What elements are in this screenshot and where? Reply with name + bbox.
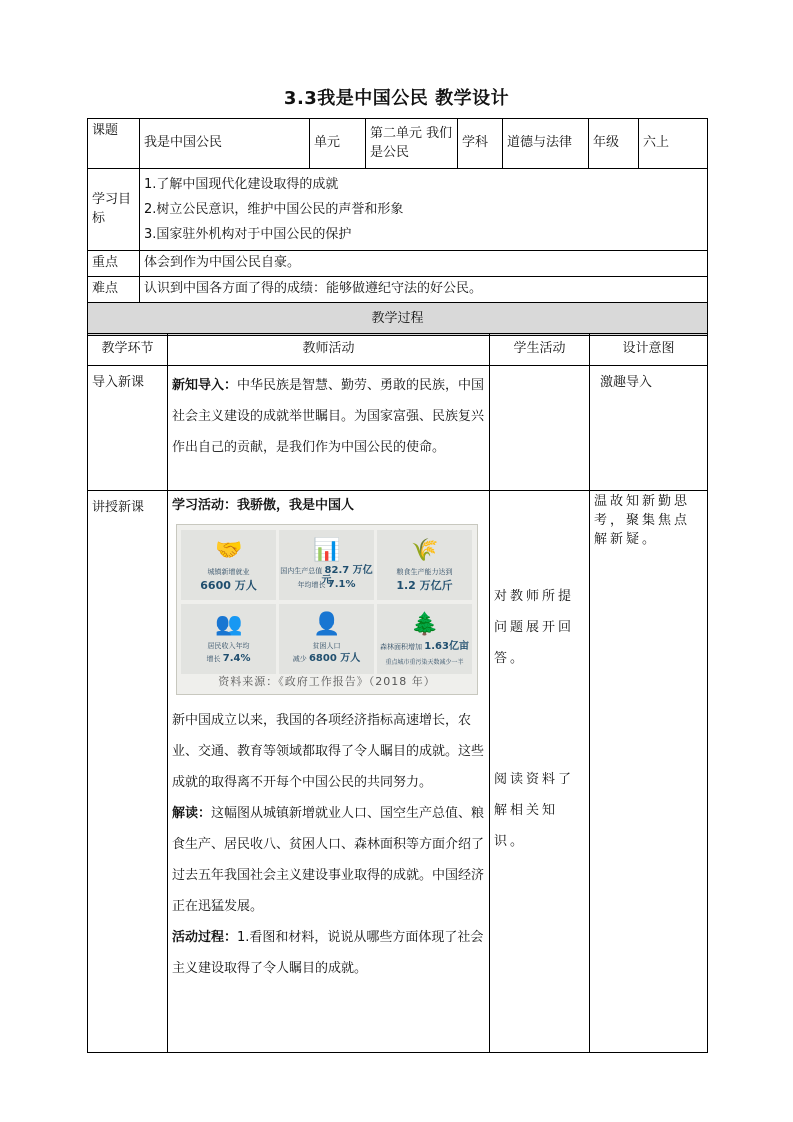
tile-value-row: [181, 654, 276, 664]
column-header-teacher: 教师活动: [168, 334, 490, 366]
subject-label: 学科: [458, 119, 503, 169]
intro-teacher-cell: [168, 366, 490, 491]
people-icon: 👥: [215, 611, 243, 637]
bar-chart-icon: 📊: [313, 537, 341, 563]
student-activity-answer: 对教师所提问题展开回答。: [494, 589, 575, 666]
column-header-intent: 设计意图: [590, 334, 708, 366]
tile-label-b: 年均增长: [297, 580, 326, 589]
tile-employment: [181, 530, 276, 600]
tile-label: 贫困人口: [312, 641, 341, 650]
grade-label: 年级: [589, 119, 639, 169]
lesson-student-cell: [490, 491, 590, 1053]
document-title: 3.3我是中国公民 教学设计: [283, 88, 510, 109]
tile-value: 6600 万人: [200, 578, 257, 592]
achievements-infographic: [176, 524, 478, 695]
column-header-stage: 教学环节: [88, 334, 168, 366]
tile-label-a: 国内生产总值: [280, 566, 323, 575]
process-body: 1.看图和材料，说说从哪些方面体现了社会主义建设取得了令人瞩目的成就。: [172, 929, 484, 976]
difficulty-label: 难点: [88, 277, 140, 303]
intro-student: [490, 366, 590, 491]
lesson-info-table: [87, 118, 708, 336]
goals-list: [140, 169, 708, 251]
intro-lead: 新知导入：: [172, 378, 238, 393]
person-desk-icon: 👤: [313, 611, 341, 637]
tile-value: 1.2 万亿斤: [396, 578, 453, 592]
tile-grain: [377, 530, 472, 600]
key-point-text: 体会到作为中国公民自豪。: [140, 251, 708, 277]
lesson-paragraph: 新中国成立以来，我国的各项经济指标高速增长，农业、交通、教育等领域都取得了令人瞩目的成就。这些成就的取得离不开每个中国公民的共同努力。: [172, 712, 485, 790]
lesson-teacher-cell: [168, 491, 490, 1053]
intro-stage: 导入新课: [88, 366, 168, 491]
teaching-process-table: [87, 333, 708, 1053]
process-lead: 活动过程：: [172, 929, 238, 945]
column-header-student: 学生活动: [490, 334, 590, 366]
handshake-icon: 🤝: [215, 537, 243, 563]
goal-item: 2.树立公民意识，维护中国公民的声誉和形象: [144, 202, 404, 217]
intro-body: 中华民族是智慧、勤劳、勇敢的民族，中国社会主义建设的成就举世瞩目。为国家富强、民族复兴作出自己的贡献，是我们作为中国公民的使命。: [172, 378, 485, 455]
tile-value-prefix: 减少: [292, 654, 307, 663]
wheat-icon: 🌾: [411, 537, 439, 563]
process-paragraph: [172, 922, 485, 984]
lesson-stage: 讲授新课: [88, 491, 168, 1053]
infographic-source: 资料来源：《政府工作报告》（2018 年）: [218, 674, 436, 688]
tile-label: 粮食生产能力达到: [396, 567, 453, 576]
goal-item: 3.国家驻外机构对于中国公民的保护: [144, 227, 352, 242]
grade-value: 六上: [639, 119, 708, 169]
tile-value-prefix: 增长: [206, 654, 221, 663]
tile-gdp: [279, 530, 374, 600]
tile-value: 7.4%: [222, 652, 251, 664]
topic-label: 课题: [88, 119, 140, 169]
tile-value: 6800 万人: [308, 652, 361, 664]
tile-label: 城镇新增就业: [207, 567, 250, 576]
goal-item: 1.了解中国现代化建设取得的成就: [144, 177, 339, 192]
difficulty-text: 认识到中国各方面了得的成绩：能够做遵纪守法的好公民。: [140, 277, 708, 303]
tile-label: 居民收入年均: [207, 641, 250, 650]
goals-label: 学习目标: [88, 169, 140, 251]
tile-poverty: [279, 604, 374, 674]
key-point-label: 重点: [88, 251, 140, 277]
tile-value-b: 7.1%: [327, 578, 356, 590]
lesson-intent: 温故知新勤思考，聚集焦点解新疑。: [590, 491, 708, 1053]
reading-paragraph: [172, 798, 485, 922]
tile-label: 森林面积增加: [380, 642, 423, 651]
tile-value: 1.63亿亩: [424, 640, 469, 652]
intro-intent: 激趣导入: [590, 366, 708, 491]
tile-note: 重点城市重污染天数减少一半: [385, 658, 464, 666]
tile-forest: [377, 604, 472, 674]
unit-value: 第二单元 我们是公民: [366, 119, 458, 169]
trees-icon: 🌲: [411, 611, 439, 637]
reading-lead: 解读：: [172, 805, 212, 821]
tile-label-b-row: [279, 580, 374, 590]
process-section-title: 教学过程: [88, 303, 708, 336]
tile-value-row: [279, 654, 374, 664]
tile-income: [181, 604, 276, 674]
reading-body: 这幅图从城镇新增就业人口、国空生产总值、粮食生产、居民收八、贫困人口、森林面积等方面介绍了过去五年我国社会主义建设事业取得的成就。中国经济正在迅猛发展。: [172, 805, 485, 914]
intro-teacher-text: [172, 370, 485, 463]
unit-label: 单元: [310, 119, 366, 169]
student-activity-read: 阅读资料了解相关知识。: [494, 772, 575, 849]
subject-value: 道德与法律: [503, 119, 589, 169]
tile-value-a: 82.7 万亿元: [321, 564, 373, 586]
tile-label-row: [377, 642, 472, 652]
topic-value: 我是中国公民: [140, 119, 310, 169]
activity-title: 学习活动：我骄傲，我是中国人: [172, 498, 355, 513]
